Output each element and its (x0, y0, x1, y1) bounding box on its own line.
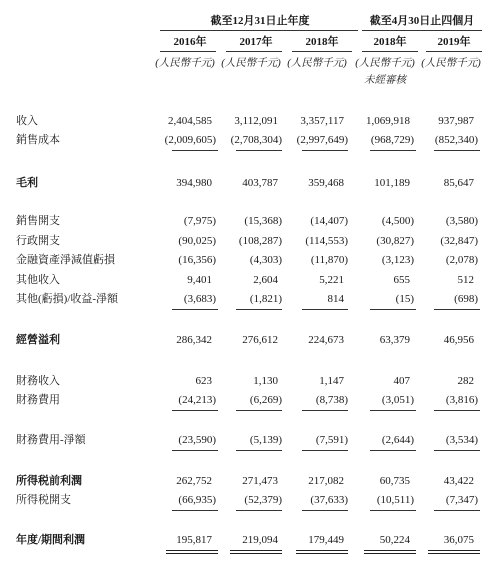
subtotal-line (172, 309, 218, 310)
subtotal-line (434, 410, 480, 411)
row-label-profit-before-tax: 所得税前利潤 (16, 475, 82, 487)
cell-value: (10,511) (376, 494, 414, 506)
total-double-line (296, 550, 348, 551)
cell-value: 262,752 (176, 475, 212, 487)
cell-value: 179,449 (308, 534, 344, 546)
cell-value: (4,500) (381, 215, 414, 227)
subtotal-line (302, 309, 348, 310)
cell-value: (2,644) (381, 434, 414, 446)
cell-value: (114,553) (305, 235, 348, 247)
row-label-cost-of-sales: 銷售成本 (16, 134, 60, 146)
subtotal-line (302, 410, 348, 411)
cell-value: (23,590) (178, 434, 216, 446)
cell-value: 195,817 (176, 534, 212, 546)
cell-value: (2,708,304) (230, 134, 282, 146)
subtotal-line (434, 309, 480, 310)
cell-value: (90,025) (178, 235, 216, 247)
cell-value: (15) (395, 293, 414, 305)
cell-value: (2,009,605) (164, 134, 216, 146)
cell-value: 655 (393, 274, 410, 286)
total-double-line (364, 553, 416, 554)
cell-value: 50,224 (379, 534, 410, 546)
cell-value: 5,221 (319, 274, 344, 286)
year-underline (292, 51, 352, 52)
total-double-line (296, 553, 348, 554)
cell-value: (14,407) (310, 215, 348, 227)
cell-value: 101,189 (374, 177, 410, 189)
cell-value: 63,379 (379, 334, 410, 346)
row-label-operating-profit: 經營溢利 (16, 334, 60, 346)
cell-value: 219,094 (242, 534, 278, 546)
group-underline-full-year (160, 30, 358, 31)
subtotal-line (434, 150, 480, 151)
cell-value: 1,069,918 (366, 115, 410, 127)
cell-value: 46,956 (443, 334, 474, 346)
cell-value: 9,401 (187, 274, 212, 286)
total-double-line (166, 553, 218, 554)
cell-value: (7,975) (183, 215, 216, 227)
subtotal-line (172, 450, 218, 451)
cell-value: 217,082 (308, 475, 344, 487)
cell-value: 1,147 (319, 375, 344, 387)
subtotal-line (370, 510, 416, 511)
cell-value: (3,051) (381, 394, 414, 406)
subtotal-line (172, 510, 218, 511)
row-label-finance-income: 財務收入 (16, 375, 60, 387)
row-label-impairment-losses: 金融資產淨減值虧損 (16, 254, 115, 266)
subtotal-line (236, 150, 282, 151)
cell-value: (4,303) (249, 254, 282, 266)
cell-value: 407 (393, 375, 410, 387)
year-header: 2018年 (305, 36, 339, 48)
cell-value: 85,647 (443, 177, 474, 189)
row-label-admin-expenses: 行政開支 (16, 235, 60, 247)
subtotal-line (302, 510, 348, 511)
cell-value: 276,612 (242, 334, 278, 346)
year-header: 2017年 (239, 36, 273, 48)
total-double-line (428, 553, 480, 554)
cell-value: (16,356) (178, 254, 216, 266)
year-underline (226, 51, 282, 52)
subtotal-line (236, 309, 282, 310)
total-double-line (230, 550, 282, 551)
year-underline (426, 51, 482, 52)
row-label-selling-expenses: 銷售開支 (16, 215, 60, 227)
year-header: 2019年 (437, 36, 471, 48)
subtotal-line (434, 510, 480, 511)
group-underline-four-months (362, 30, 482, 31)
cell-value: 43,422 (443, 475, 474, 487)
cell-value: 403,787 (242, 177, 278, 189)
subtotal-line (236, 510, 282, 511)
row-label-finance-costs-net: 財務費用-淨額 (16, 434, 86, 446)
cell-value: 3,112,091 (234, 115, 278, 127)
row-label-gross-profit: 毛利 (16, 177, 38, 189)
cell-value: (8,738) (315, 394, 348, 406)
cell-value: 394,980 (176, 177, 212, 189)
cell-value: (7,591) (315, 434, 348, 446)
row-label-finance-costs: 財務費用 (16, 394, 60, 406)
cell-value: (37,633) (310, 494, 348, 506)
cell-value: (5,139) (249, 434, 282, 446)
cell-value: (30,827) (376, 235, 414, 247)
year-underline (160, 51, 216, 52)
cell-value: 2,604 (253, 274, 278, 286)
cell-value: (108,287) (238, 235, 282, 247)
row-label-revenue: 收入 (16, 115, 38, 127)
row-label-other-income: 其他收入 (16, 274, 60, 286)
total-double-line (428, 550, 480, 551)
subtotal-line (172, 150, 218, 151)
cell-value: 282 (457, 375, 474, 387)
cell-value: (52,379) (244, 494, 282, 506)
cell-value: (1,821) (249, 293, 282, 305)
cell-value: (852,340) (434, 134, 478, 146)
unit-label: (人民幣千元) (287, 58, 347, 69)
cell-value: 36,075 (443, 534, 474, 546)
subtotal-line (370, 309, 416, 310)
unit-label: (人民幣千元) (221, 58, 281, 69)
cell-value: (3,534) (445, 434, 478, 446)
cell-value: 286,342 (176, 334, 212, 346)
cell-value: 623 (195, 375, 212, 387)
cell-value: 814 (327, 293, 344, 305)
row-label-income-tax: 所得税開支 (16, 494, 71, 506)
cell-value: (2,997,649) (296, 134, 348, 146)
cell-value: 2,404,585 (168, 115, 212, 127)
cell-value: 224,673 (308, 334, 344, 346)
cell-value: (66,935) (178, 494, 216, 506)
year-header: 2018年 (373, 36, 407, 48)
subtotal-line (172, 410, 218, 411)
cell-value: (15,368) (244, 215, 282, 227)
cell-value: (32,847) (440, 235, 478, 247)
cell-value: (3,683) (183, 293, 216, 305)
cell-value: (3,580) (445, 215, 478, 227)
subtotal-line (434, 450, 480, 451)
total-double-line (364, 550, 416, 551)
subtotal-line (236, 410, 282, 411)
cell-value: 3,357,117 (300, 115, 344, 127)
unit-label: (人民幣千元) (421, 58, 481, 69)
total-double-line (230, 553, 282, 554)
cell-value: (6,269) (249, 394, 282, 406)
total-double-line (166, 550, 218, 551)
subtotal-line (370, 410, 416, 411)
cell-value: 271,473 (242, 475, 278, 487)
cell-value: (11,870) (310, 254, 348, 266)
group-header-full-year: 截至12月31日止年度 (210, 15, 310, 27)
cell-value: (2,078) (445, 254, 478, 266)
row-label-profit-for-period: 年度/期間利潤 (16, 534, 86, 546)
subtotal-line (236, 450, 282, 451)
cell-value: (24,213) (178, 394, 216, 406)
cell-value: (698) (454, 293, 478, 305)
subtotal-line (302, 450, 348, 451)
cell-value: 512 (457, 274, 474, 286)
unit-label: (人民幣千元) (355, 58, 415, 69)
cell-value: (3,123) (381, 254, 414, 266)
cell-value: (3,816) (445, 394, 478, 406)
cell-value: 937,987 (438, 115, 474, 127)
cell-value: (7,347) (445, 494, 478, 506)
row-label-other-gains-net: 其他(虧損)/收益-淨額 (16, 293, 119, 305)
year-header: 2016年 (173, 36, 207, 48)
subtotal-line (370, 450, 416, 451)
cell-value: 1,130 (253, 375, 278, 387)
subtotal-line (370, 150, 416, 151)
subtotal-line (302, 150, 348, 151)
cell-value: 359,468 (308, 177, 344, 189)
group-header-four-months: 截至4月30日止四個月 (369, 15, 475, 27)
unaudited-note: 未經審核 (364, 75, 406, 86)
year-underline (362, 51, 418, 52)
cell-value: 60,735 (379, 475, 410, 487)
cell-value: (968,729) (370, 134, 414, 146)
unit-label: (人民幣千元) (155, 58, 215, 69)
